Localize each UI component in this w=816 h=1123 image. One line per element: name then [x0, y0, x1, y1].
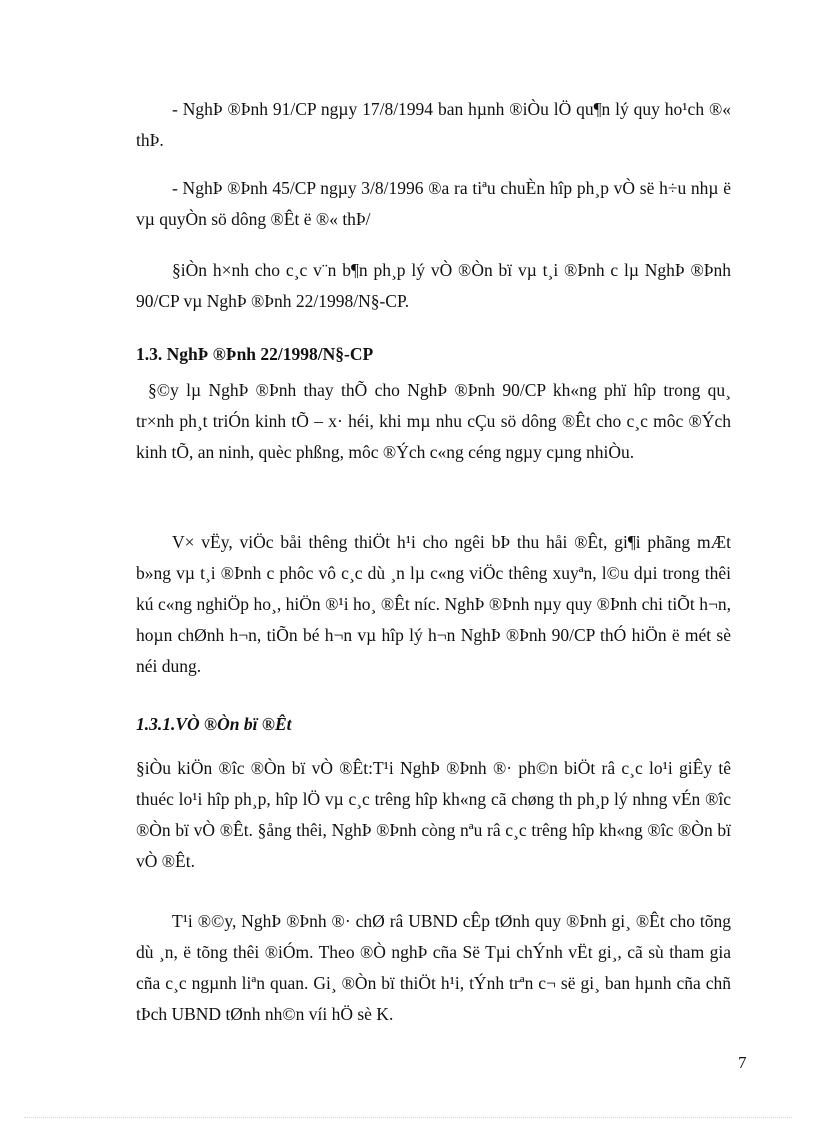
paragraph-decree-45: - NghÞ ®Þnh 45/CP ngµy 3/8/1996 ®a ra tiªu chuÈn hîp ph¸p vÒ së h÷u nhµ ë vµ quyÒn sö dông ®Êt ë ®« thÞ/ — [136, 178, 731, 229]
section-heading: 1.3. NghÞ ®Þnh 22/1998/N§-CP — [136, 344, 374, 364]
paragraph-decree-22-intro: §©y lµ NghÞ ®Þnh thay thÕ cho NghÞ ®Þnh 90/CP kh«ng phï hîp trong qu¸ tr×nh ph¸t triÓn kinh tÕ – x· héi, khi mµ nhu cÇu sö dông ®Êt cho c¸c môc ®Ých kinh tÕ, an ninh, quèc phßng, môc ®Ých c«ng céng ngµy cµng nhiÒu. — [136, 380, 731, 462]
paragraph-decree-91: - NghÞ ®Þnh 91/CP ngµy 17/8/1994 ban hµnh ®iÒu lÖ qu¶n lý quy ho¹ch ®« thÞ. — [136, 99, 731, 150]
paragraph-land-price: T¹i ®©y, NghÞ ®Þnh ®· chØ râ UBND cÊp tØnh quy ®Þnh gi¸ ®Êt cho tõng dù ¸n, ë tõng thêi ®iÓm. Theo ®Ò nghÞ cña Së Tµi chÝnh vËt gi¸, cã sù tham gia cña c¸c ngµnh liªn quan. Gi¸ ®Òn bï thiÖt h¹i, tÝnh trªn c¬ së gi¸ ban hµnh cña chñ tÞch UBND tØnh nh©n víi hÖ sè K. — [136, 911, 731, 1024]
paragraph-compensation-conditions: §iÒu kiÖn ®îc ®Òn bï vÒ ®Êt:T¹i NghÞ ®Þnh ®· ph©n biÖt râ c¸c lo¹i giÊy tê thuéc lo¹i hîp ph¸p, hîp lÖ vµ c¸c trêng hîp kh«ng cã chøng th ph¸p lý nhng vÉn ®îc ®Òn bï vÒ ®Êt. §ång thêi, NghÞ ®Þnh còng nªu râ c¸c trêng hîp kh«ng ®îc ®Òn bï vÒ ®Êt. — [136, 758, 731, 871]
paragraph-compensation-overview: V× vËy, viÖc båi thêng thiÖt h¹i cho ngêi bÞ thu håi ®Êt, gi¶i phãng mÆt b»ng vµ t¸i ®Þnh c phôc vô c¸c dù ¸n lµ c«ng viÖc thêng xuyªn, l©u dµi trong thêi kú c«ng nghiÖp ho¸, hiÖn ®¹i ho¸ ®Êt níc. NghÞ ®Þnh nµy quy ®Þnh chi tiÕt h¬n, hoµn chØnh h¬n, tiÕn bé h¬n vµ hîp lý h¬n NghÞ ®Þnh 90/CP thÓ hiÖn ë mét sè néi dung. — [136, 532, 731, 676]
paragraph-typical-documents: §iÒn h×nh cho c¸c v¨n b¶n ph¸p lý vÒ ®Òn bï vµ t¸i ®Þnh c lµ NghÞ ®Þnh 90/CP vµ NghÞ ®Þnh 22/1998/N§-CP. — [136, 260, 731, 311]
footer-divider — [24, 1117, 792, 1118]
page-number: 7 — [738, 1053, 747, 1072]
subsection-heading: 1.3.1.VÒ ®Òn bï ®Êt — [136, 714, 292, 734]
